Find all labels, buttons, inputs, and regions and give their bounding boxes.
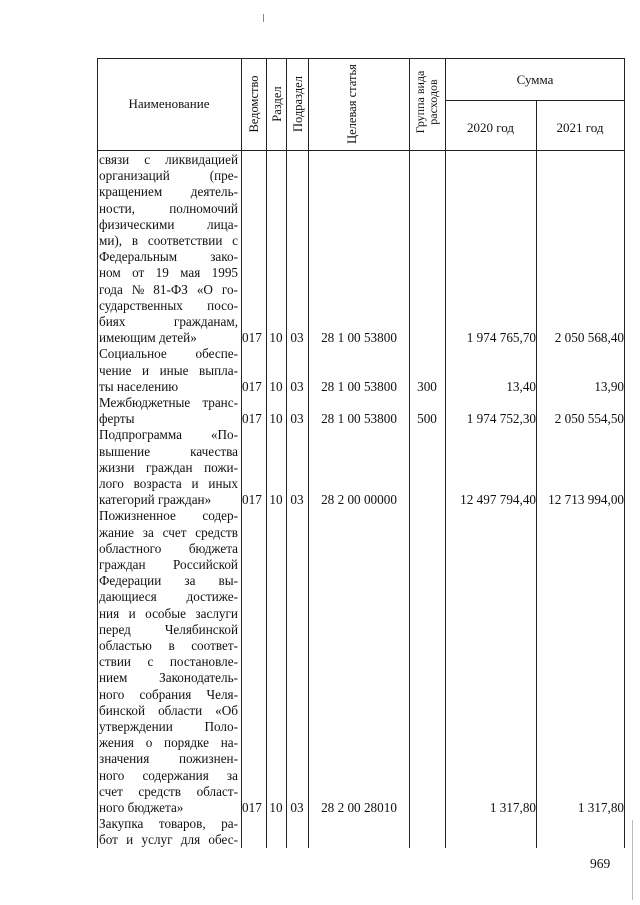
col-border — [241, 58, 242, 848]
header-year-2021: 2021 год — [556, 120, 604, 135]
row-name-line: жения о порядке на- — [99, 735, 238, 751]
cell-podrazdel: 03 — [290, 378, 304, 394]
row-name-line: ния и особые заслуги — [99, 605, 238, 621]
row-name-line: сударственных посо- — [99, 297, 238, 313]
col-border — [409, 58, 410, 848]
row-name — [97, 152, 240, 346]
summa-divider — [445, 100, 625, 101]
cell-sum-2021: 12 713 994,00 — [548, 492, 624, 508]
row-name — [97, 816, 240, 848]
row-name — [97, 427, 240, 508]
header-gruppa — [414, 60, 440, 144]
row-name-line: значения пожизнен- — [99, 751, 238, 767]
col-border — [266, 58, 267, 848]
cell-podrazdel: 03 — [290, 411, 304, 427]
row-name-line: бинской области «Об — [99, 702, 238, 718]
cell-vedomstvo: 017 — [242, 411, 262, 427]
row-name-line: ного собрания Челя- — [99, 686, 238, 702]
row-name-line: ты населению — [99, 378, 179, 394]
page-number: 969 — [590, 856, 611, 871]
budget-table — [97, 58, 625, 848]
cell-razdel: 10 — [269, 330, 283, 346]
row-name-line: ности, полномочий — [99, 200, 238, 216]
cell-sum-2021: 1 317,80 — [577, 800, 624, 815]
row-name-line: областного бюджета — [99, 540, 238, 556]
header-celevaya-statya-text: Целевая статья — [345, 64, 359, 144]
cell-vedomstvo: 017 — [242, 330, 262, 346]
row-name-line: дающиеся достиже- — [99, 589, 238, 605]
row-name-line: жание за счет средств — [99, 524, 238, 540]
header-summa: Сумма — [516, 72, 554, 87]
cell-gruppa: 300 — [417, 378, 437, 394]
row-name — [97, 395, 240, 427]
col-border — [308, 58, 309, 848]
row-name-line: Закупка товаров, ра- — [99, 816, 238, 832]
cell-sum-2020: 1 974 752,30 — [466, 411, 536, 427]
row-name-line: жизни граждан пожи- — [99, 459, 238, 475]
col-border — [286, 58, 287, 848]
cell-celevaya-statya: 28 1 00 53800 — [321, 411, 397, 427]
header-vedomstvo: Ведомство — [247, 75, 261, 133]
header-gruppa-text: Группа вида расходов — [413, 70, 440, 134]
cell-podrazdel: 03 — [290, 330, 304, 346]
row-name-line: Подпрограмма «По- — [99, 427, 238, 443]
row-name — [97, 508, 240, 816]
header-bottom-border — [97, 150, 625, 151]
row-name-line: кращением деятель- — [99, 184, 238, 200]
cell-podrazdel: 03 — [290, 492, 304, 508]
header-podrazdel: Подраздел — [291, 76, 305, 132]
row-name-line: нием Законодатель- — [99, 670, 238, 686]
cell-gruppa: 500 — [417, 411, 437, 427]
row-name-line: организаций (пре- — [99, 168, 238, 184]
table-top-border — [97, 58, 625, 59]
row-name-line: ферты — [99, 411, 135, 427]
row-name-line: ного бюджета» — [99, 800, 184, 816]
cell-sum-2021: 2 050 554,50 — [554, 411, 624, 427]
row-name-line: Пожизненное содер- — [99, 508, 238, 524]
row-name-line: физическими лица- — [99, 216, 238, 232]
cell-sum-2021: 13,90 — [594, 378, 624, 394]
row-name-line: категорий граждан» — [99, 492, 212, 508]
cell-vedomstvo: 017 — [242, 492, 262, 508]
cell-sum-2020: 1 974 765,70 — [466, 330, 536, 346]
cell-sum-2020: 13,40 — [506, 378, 536, 394]
scan-mark — [632, 820, 633, 900]
header-razdel: Раздел — [270, 86, 284, 122]
row-name-line: имеющим детей» — [99, 330, 197, 346]
row-name-line: вышение качества — [99, 443, 238, 459]
col-border — [624, 58, 625, 848]
row-name-line: лого возраста и иных — [99, 476, 238, 491]
cell-vedomstvo: 017 — [242, 800, 262, 815]
row-name-line: ного содержания за — [99, 767, 238, 783]
col-border — [536, 100, 537, 848]
cell-celevaya-statya: 28 1 00 53800 — [321, 330, 397, 346]
cell-sum-2020: 1 317,80 — [489, 800, 536, 815]
row-name-line: Социальное обеспе- — [99, 346, 238, 362]
row-name-line: биях гражданам, — [99, 314, 238, 330]
row-name-line: перед Челябинской — [99, 621, 238, 637]
row-name-line: счет средств област- — [99, 783, 238, 799]
cell-sum-2021: 2 050 568,40 — [554, 330, 624, 346]
cell-celevaya-statya: 28 1 00 53800 — [321, 378, 397, 394]
row-name-line: ми), в соответствии с — [99, 233, 238, 249]
cell-razdel: 10 — [269, 492, 283, 508]
row-name-line: ствии с постановле- — [99, 654, 238, 670]
row-name-line: утверждении Поло- — [99, 719, 238, 735]
row-name-line: граждан Российской — [99, 557, 238, 572]
scan-mark — [263, 14, 264, 22]
header-celevaya-statya — [345, 64, 360, 144]
header-name: Наименование — [128, 96, 210, 111]
cell-razdel: 10 — [269, 378, 283, 394]
row-name-line: года № 81-ФЗ «О го- — [99, 281, 238, 297]
row-name-line: Федерации за вы- — [99, 573, 238, 589]
header-year-2020: 2020 год — [467, 120, 514, 135]
cell-sum-2020: 12 497 794,40 — [460, 492, 536, 508]
cell-celevaya-statya: 28 2 00 00000 — [321, 492, 397, 508]
row-name-line: связи с ликвидацией — [99, 152, 238, 167]
row-name — [97, 346, 240, 395]
cell-celevaya-statya: 28 2 00 28010 — [321, 800, 397, 815]
row-name-line: чение и иные выпла- — [99, 362, 238, 378]
row-name-line: Федеральным зако- — [99, 249, 238, 265]
row-name-line: бот и услуг для обес- — [99, 832, 238, 848]
row-name-line: Межбюджетные транс- — [99, 395, 238, 410]
row-name-line: ном от 19 мая 1995 — [99, 265, 238, 281]
col-border — [445, 58, 446, 848]
row-name-line: областью в соответ- — [99, 638, 238, 654]
cell-vedomstvo: 017 — [242, 378, 262, 394]
cell-razdel: 10 — [269, 411, 283, 427]
cell-razdel: 10 — [269, 800, 283, 815]
cell-podrazdel: 03 — [290, 800, 304, 815]
